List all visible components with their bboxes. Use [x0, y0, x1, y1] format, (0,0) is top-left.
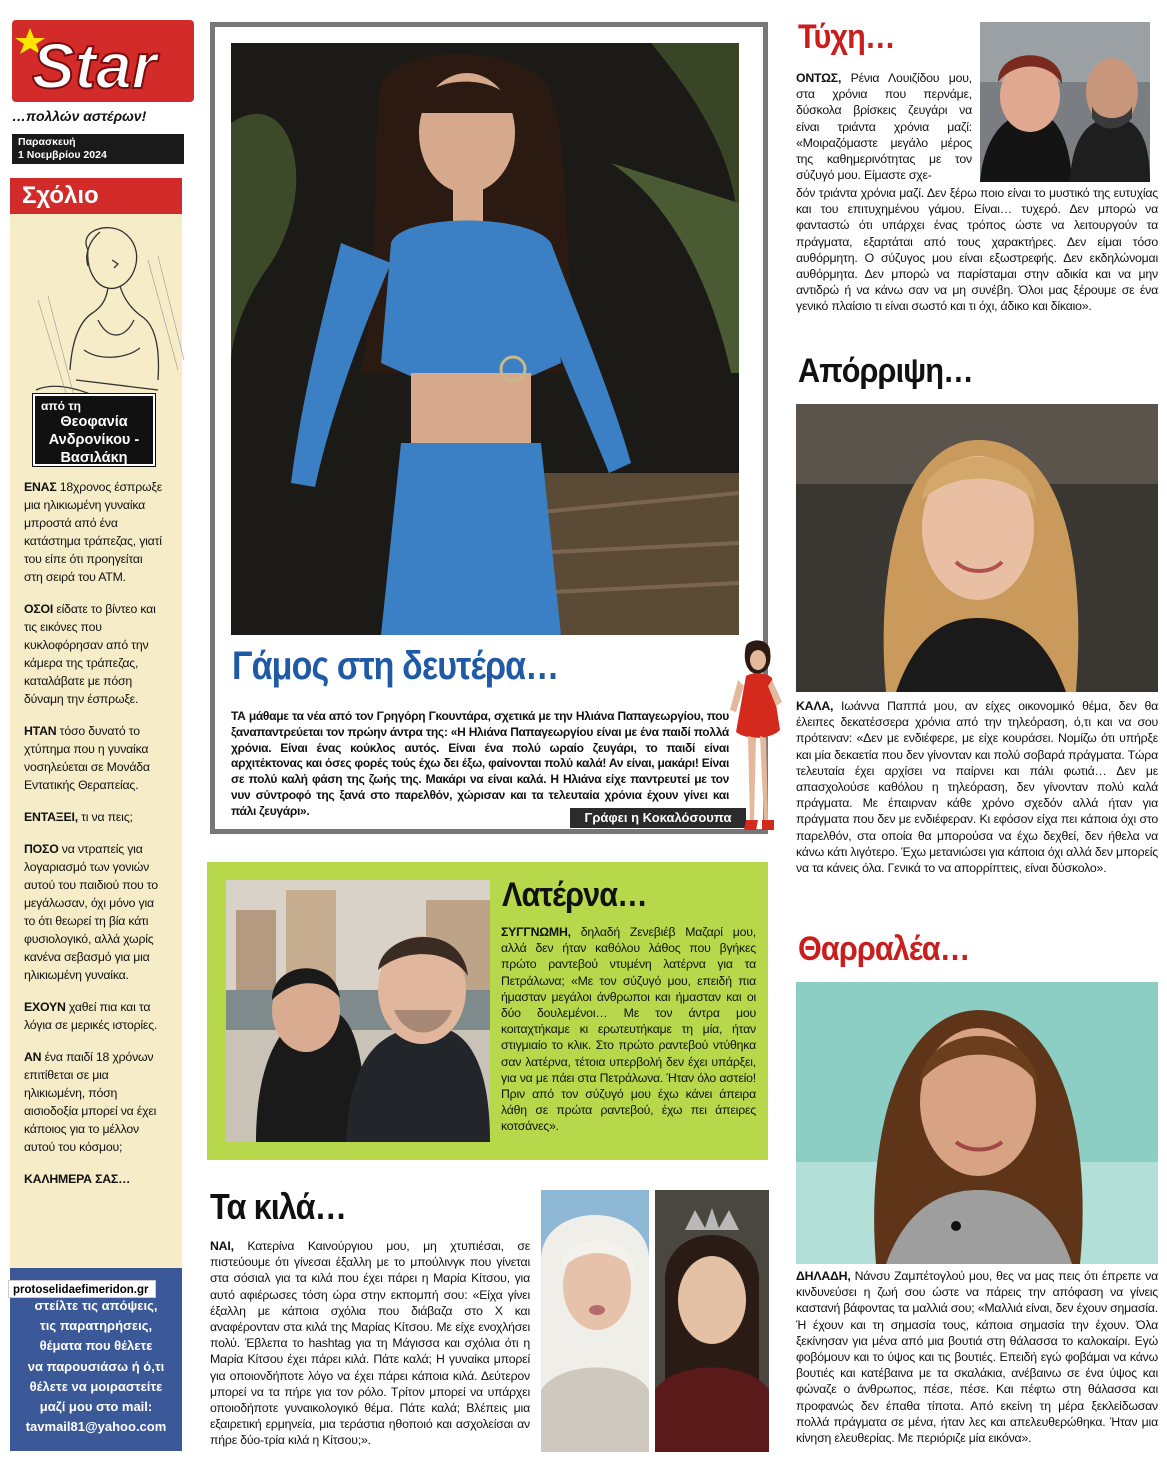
aporripsi-body: ΚΑΛΑ, Ιωάννα Παππά μου, αν είχες οικονομικό θέμα, δεν θα έλειπες δεκατέσσερα χρόνια από την τηλεόραση, ό,τι και να σου πρότειναν: «Δεν με ενδιέφερε, με είχε κουράσει. Νομίζω ότι υπήρξε και μία δεκαετία που δεν γίνονταν και πολύ σοβαρά πράγματα. Τώρα τελευταία έχει αρχίσει να παίρνει και πάλι φωτιά… Δεν με απασχολούσε καθόλου η τηλεόραση, δεν γίνονταν πολύ καλά πράγματα. Με έπαιρναν κάθε χρόνο σχεδόν αλλά ήταν για πράγματα που δεν με ενδιέφεραν. Κι εφόσον είχα πει κάποια όχι στο παρελθόν, στα οποία θα μπορούσα να έχω δεχθεί, δεν ήθελα να κάνω κάτι λιγότερο. Έχω μετανιώσει για κάποια όχι αλλά δεν μπορείς να τα κάνεις όλα. Γενικά το να απορρίπτεις, είναι δύσκολο». [796, 699, 1158, 876]
comment-paragraph: ΟΣΟΙ είδατε το βίντεο και τις εικόνες που κυκλοφόρησαν από την κάμερα της τράπεζας, καταλάβατε με πόση δύναμη την έσπρωξε. [24, 602, 156, 706]
kila-title: Τα κιλά… [210, 1186, 347, 1227]
tyxi-photo [980, 22, 1150, 182]
comment-paragraph: ΕΧΟΥΝ χαθεί πια και τα λόγια σε μερικές ιστορίες. [24, 1000, 158, 1032]
aporripsi-photo [796, 404, 1158, 692]
kila-body: ΝΑΙ, Κατερίνα Καινούργιου μου, μη χτυπιέσαι, σε πιστεύουμε ότι γίνεσαι έξαλλη με το μπούλινγκ που γίνεται στα σόσιαλ για τα κιλά που έχει πάρει η Μαρία Κίτσου, για αυτό αφιέρωσες τόση ώρα στην εκπομπή σου: «Είχα γίνει έξαλλη με κάποια σχόλια που διάβαζα στο Χ και αναφέρονταν στα κιλά της Μαρίας Κίτσου. Με είχε ενοχλήσει πολύ. Έβλεπα το hashtag για τη Μάγισσα και σχόλια ότι η Μαρία Κίτσου έχει πάρει κιλά. Πάτε καλά; Η γυναίκα μπορεί για οποιονδήποτε λόγο να έχει πάρει κάποια κιλά. Δεύτερον μπορεί να τα πήρε για τον ρόλο. Τρίτον μπορεί να υπάρχει οποιοδήποτε γυναικολογικό θέμα. Πάτε καλά; Βλέπεις μια εξαιρετική ερμηνεία, μια τεράστια ηθοποιό και ασχολείσαι αν πήρε δύο-τρία κιλά η Κίτσου;». [210, 1239, 530, 1448]
comment-paragraph: ΠΟΣΟ να ντραπείς για λογαριασμό των γονιών αυτού του παιδιού που το μεγάλωσαν, όχι μόνο για το ότι θεωρεί τη βία κάτι φυσιολογικό, αλλά χωρίς κανένα σεβασμό για μια ηλικιωμένη γυναίκα. [24, 842, 158, 982]
comment-paragraph: ΑΝ ένα παιδί 18 χρόνων επιτίθεται σε μια ηλικιωμένη, πόση αισιοδοξία μπορεί να έχει κάποιος για το μέλλον αυτού του κόσμου; [24, 1050, 157, 1154]
issue-day: Παρασκευή [18, 136, 76, 148]
masthead-tagline: …πολλών αστέρων! [12, 108, 147, 124]
author-sketch [28, 220, 188, 410]
date-box [12, 134, 184, 164]
tyxi-body-bottom: δόν τριάντα χρόνια μαζί. Δεν ξέρω ποιο είναι το μυστικό της ευτυχίας και του επιτυχημένου γάμου. Είναι… τυχερό. Δεν μπορώ να φανταστώ ότι υπάρχει ένας τρόπος ώστε να λειτουργούν τα πράγματα, εξαρτάται από τους χαρακτήρες. Δεν είμαι τόσο αυθόρμητη. Ο σύζυγος μου είναι εξωστρεφής. Δεν εκδηλώνομαι αυθόρμητα. Δεν μπορώ να παρίσταμαι στην αδικία και να μην αντιδρώ ή να κάνω σαν να μη συνέβη. Όλοι μας ξέρουμε σε ένα γενικό πλαίσιο τι είναι σωστό και τι όχι, άδικο και δίκαιο». [796, 186, 1158, 314]
author-name: Θεοφανία Ανδρονίκου - Βασιλάκη [48, 414, 140, 466]
mail-address[interactable]: tavmail81@yahoo.com [25, 1419, 167, 1435]
mail-line: μαζί μου στο mail: [39, 1399, 153, 1415]
star-logo [12, 20, 194, 102]
laterna-photo [226, 880, 490, 1142]
main-story-title: Γάμος στη δευτέρα… [232, 644, 559, 688]
tharralea-body: ΔΗΛΑΔΗ, Νάνσυ Ζαμπέτογλού μου, θες να μας πεις ότι έπρεπε να κινδυνεύσει η ζωή σου ώστε να πάρεις την απόφαση να γίνεις καστανή βάφοντας τα μαλλιά σου; «Μαλλιά είναι, δεν έχουν σημασία. Ή έχουν και τη σημασία τους, κάποια σημασία την έχουν. Όλα ξεκίνησαν για μένα από μια βουτιά στη θάλασσα το καλοκαίρι. Εγώ φοβόμουν και το ύψος και τις βουτιές. Επειδή εγώ φοβάμαι να κάνω βουτιές και κατέβαινα με τα σκαλάκια, ανέβαινω σε ένα ύψος και φώναζε ο άνθρωπος, πέσε, πέσε. Και πέφτω στη θάλασσα και προφανώς δεν έπαθα τίποτα. Από εκείνη τη μέρα ξεκλείδωσαν πολλά πράγματα σε μένα, ήταν λες και απελευθερώθηκα. Ήταν μια κίνηση ελευθερίας. Με περιόριζε μία εικόνα». [796, 1269, 1158, 1446]
mail-line: θέλετε να μοιραστείτε [29, 1378, 163, 1394]
kila-photo-right [655, 1190, 769, 1452]
laterna-body: ΣΥΓΓΝΩΜΗ, δηλαδή Ζενεβιέβ Μαζαρί μου, αλλά δεν ήταν καθόλου λάθος που βγήκες πρώτο ραντεβού ντυμένη λατέρνα για τα Πετράλωνα; «Με τον σύζυγό μου, επειδή πια ήμασταν μεγάλοι άνθρωποι και ήμασταν και οι δύο δουλεμένοι… Με τον άντρα μου κοιταχτήκαμε κι ερωτευτήκαμε τη μία, ήταν στιγμιαίο το κλικ. Στο πρώτο ραντεβού ντύθηκα σαν λατέρνα, τέτοια υπερβολή δεν έχει υπάρξει, για να με πάει στα Πετράλωνα. Ήταν όλο αστείο! Πριν από τον σύζυγό μου έχω κάνει άπειρα λάθη σε πρώτα ραντεβού, έχω πει άπειρες κοτσάνες». [501, 925, 756, 1134]
comment-signoff: ΚΑΛΗΜΕΡΑ ΣΑΣ… [24, 1172, 131, 1186]
mail-line: τις παρατηρήσεις, [39, 1318, 153, 1334]
comment-header: Σχόλιο [10, 178, 182, 214]
columnist-figurine [728, 640, 784, 840]
tyxi-title: Τύχη… [798, 18, 895, 56]
main-story-body: ΤΑ μάθαμε τα νέα από τον Γρηγόρη Γκουντάρα, σχετικά με την Ηλιάνα Παπαγεωργίου, που ξαναπαντρεύεται τον πρώην άντρα της: «Η Ηλιάνα Παπαγεωργίου είναι με ένα παιδί πολλά χρόνια. Είναι ένας κούκλος αυτός. Είναι ένα πολύ ωραίο ζευγάρι, το παιδί είναι αρχιτέκτονας και όσες φορές τούς έχω δει έξω, φαίνονται πολύ καλά! Αν είναι, μακάρι! Είναι σε πολύ καλή φάση της ζωής της. Μακάρι να είναι καλά. Η Ηλιάνα είχε παντρευτεί με τον νυν σύντροφό της ξανά στο παρελθόν, χώρισαν και τα τελευταία χρόνια έχουν γίνει και πάλι ζευγάρι». [231, 709, 729, 818]
comment-text [24, 478, 164, 1202]
aporripsi-title: Απόρριψη… [798, 352, 973, 390]
issue-date: 1 Νοεμβρίου 2024 [18, 149, 107, 161]
tharralea-photo [796, 982, 1158, 1264]
mail-line: στείλτε τις απόψεις, [34, 1298, 158, 1313]
comment-paragraph: ΗΤΑΝ τόσο δυνατό το χτύπημα που η γυναίκα νοσηλεύεται σε Μονάδα Εντατικής Θεραπείας. [24, 724, 150, 792]
main-story-credit: Γράφει η Κοκαλόσουπα [570, 808, 746, 828]
mail-line: να παρουσιάσω ή ό,τι [27, 1358, 165, 1374]
laterna-title: Λατέρνα… [502, 876, 647, 914]
logo-text: Star [32, 30, 157, 102]
kila-photo-left [541, 1190, 649, 1452]
author-from: από τη [41, 399, 81, 413]
comment-paragraph: ΕΝΤΑΞΕΙ, τι να πεις; [24, 810, 133, 824]
tyxi-body-top: ΟΝΤΩΣ, Ρένια Λουιζίδου μου, στα χρόνια που περνάμε, δύσκολα βρίσκεις ζευγάρι να είναι τριάντα χρόνια μαζί: «Μοιραζόμαστε μεγάλο μέρος της καθημερινότητας με τον σύζυγό μου. Είμαστε σχε- [796, 71, 972, 183]
comment-paragraph: ΕΝΑΣ 18χρονος έσπρωξε μια ηλικιωμένη γυναίκα μπροστά από ένα κατάστημα τράπεζας, γιατί του είπε ότι προηγείται στη σειρά του ΑΤΜ. [24, 480, 162, 584]
main-story-photo [231, 43, 739, 635]
watermark: protoselidaefimeridon.gr [8, 1280, 156, 1298]
author-box [33, 394, 155, 466]
tharralea-title: Θαρραλέα… [798, 930, 970, 968]
mail-line: θέματα που θέλετε [39, 1338, 153, 1354]
